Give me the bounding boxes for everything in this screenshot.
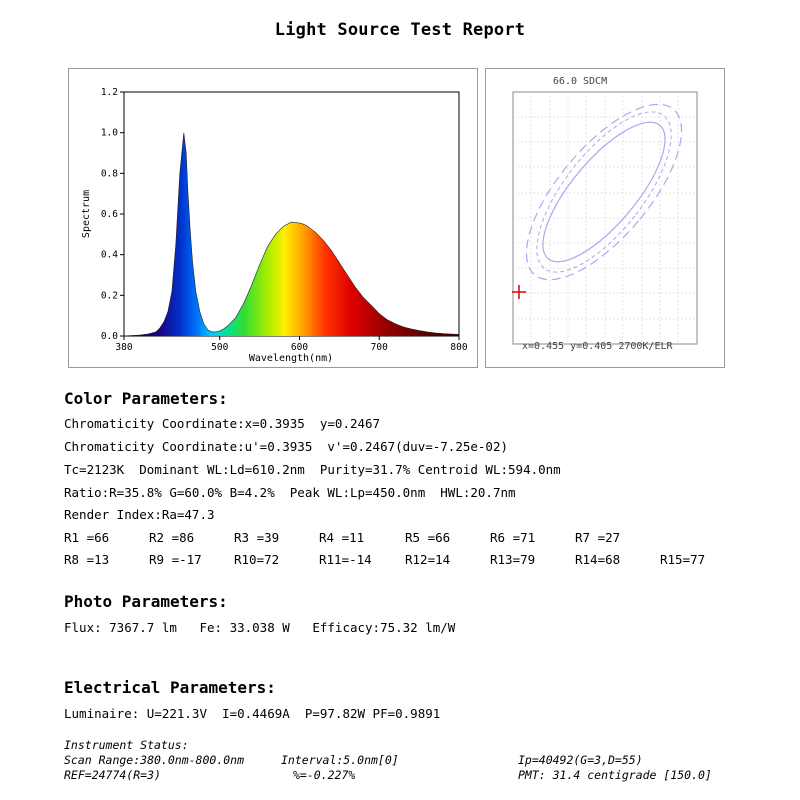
x-tick-label: 500 (211, 342, 229, 353)
instrument-status-label: Instrument Status: (64, 738, 189, 752)
r-value: R14=68 (575, 552, 621, 567)
render-index-line: Render Index:Ra=47.3 (64, 507, 215, 522)
percent-value: %=-0.227% (293, 768, 356, 782)
ip-value: Ip=40492(G=3,D=55) (518, 753, 643, 767)
photo-parameters-line: Flux: 7367.7 lm Fe: 33.038 W Efficacy:75.32 lm/W (64, 620, 456, 635)
color-temperature-line: Tc=2123K Dominant WL:Ld=610.2nm Purity=31.7% Centroid WL:594.0nm (64, 462, 561, 477)
y-tick-label: 0.2 (100, 290, 118, 302)
r-value: R10=72 (234, 552, 280, 567)
r-value: R1 =66 (64, 530, 110, 545)
sdcm-title: 66.0 SDCM (552, 76, 608, 87)
r-value: R15=77 (660, 552, 706, 567)
y-tick-label: 0.0 (100, 331, 118, 342)
spectrum-chart-panel (68, 68, 478, 368)
sdcm-chart (486, 69, 724, 367)
ref-value: REF=24774(R=3) (64, 768, 161, 782)
r-value: R13=79 (490, 552, 536, 567)
spectrum-chart (69, 69, 477, 367)
y-tick-label: 0.4 (100, 249, 118, 261)
sdcm-chart-panel (485, 68, 725, 368)
y-tick-label: 1.2 (100, 87, 118, 98)
pmt-value: PMT: 31.4 centigrade [150.0] (518, 768, 712, 782)
color-parameters-heading: Color Parameters: (64, 389, 228, 408)
interval: Interval:5.0nm[0] (281, 753, 399, 767)
ratio-line: Ratio:R=35.8% G=60.0% B=4.2% Peak WL:Lp=450.0nm HWL:20.7nm (64, 485, 516, 500)
sdcm-footer: x=0.455 y=0.405 2700K/ELR (522, 341, 673, 352)
r-value: R8 =13 (64, 552, 110, 567)
r-value: R12=14 (405, 552, 451, 567)
x-tick-label: 700 (370, 342, 388, 353)
measured-point-marker (512, 285, 526, 299)
r-value: R5 =66 (405, 530, 451, 545)
electrical-parameters-heading: Electrical Parameters: (64, 678, 276, 697)
r-value: R2 =86 (149, 530, 195, 545)
chromaticity-xy-line: Chromaticity Coordinate:x=0.3935 y=0.2467 (64, 416, 381, 431)
x-tick-label: 380 (115, 342, 133, 353)
photo-parameters-heading: Photo Parameters: (64, 592, 228, 611)
y-tick-label: 0.8 (100, 168, 118, 180)
x-tick-label: 600 (290, 342, 309, 353)
spectrum-area (124, 133, 459, 336)
sdcm-middle-ellipse (514, 92, 695, 293)
report-title: Light Source Test Report (274, 20, 526, 40)
y-axis-label: Spectrum (81, 189, 92, 239)
r-value: R7 =27 (575, 530, 621, 545)
sdcm-grid (513, 92, 697, 344)
x-axis-label: Wavelength(nm) (248, 353, 334, 364)
r-value: R6 =71 (490, 530, 536, 545)
x-tick-label: 800 (450, 342, 468, 353)
chromaticity-uv-line: Chromaticity Coordinate:u'=0.3935 v'=0.2467(duv=-7.25e-02) (64, 439, 509, 454)
r-value: R4 =11 (319, 530, 365, 545)
r-value: R9 =-17 (149, 552, 202, 567)
r-value: R11=-14 (319, 552, 372, 567)
electrical-parameters-line: Luminaire: U=221.3V I=0.4469A P=97.82W PF=0.9891 (64, 706, 441, 721)
scan-range: Scan Range:380.0nm-800.0nm (64, 753, 245, 767)
y-tick-label: 1.0 (100, 127, 118, 139)
y-tick-label: 0.6 (100, 209, 118, 220)
r-value: R3 =39 (234, 530, 280, 545)
